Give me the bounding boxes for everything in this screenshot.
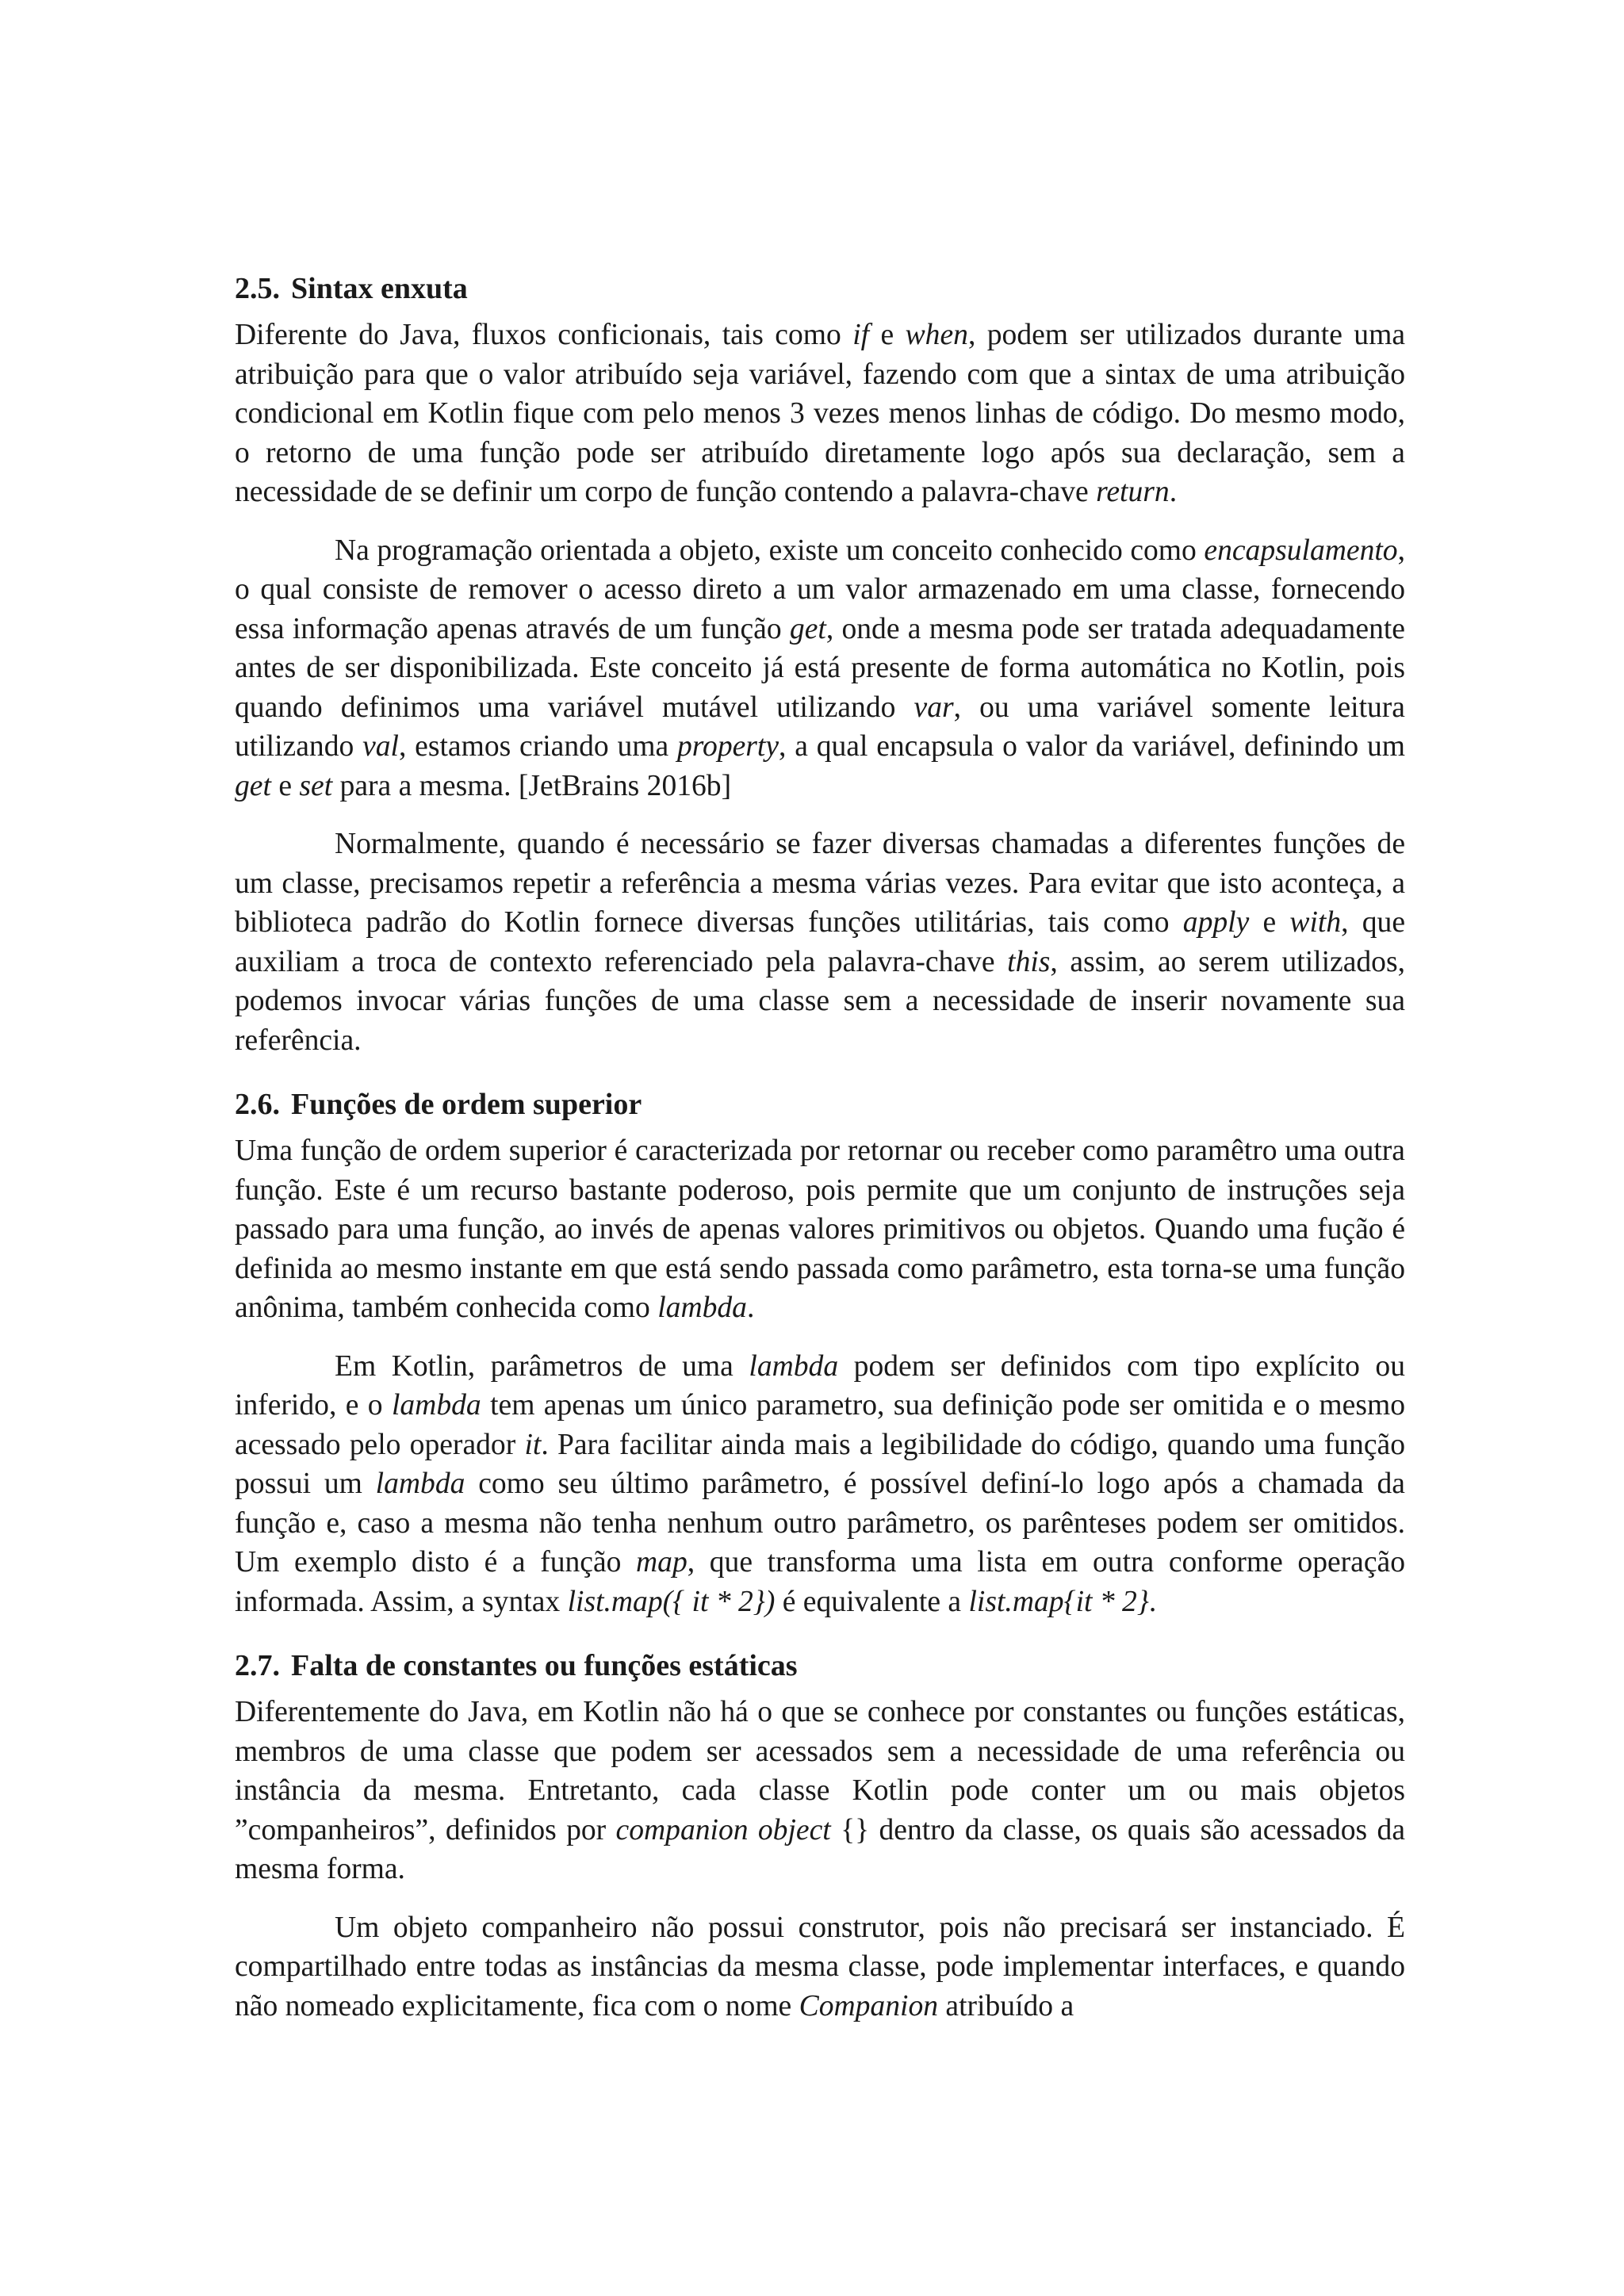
- italic-term: Companion: [799, 1989, 939, 2022]
- section-title: Falta de constantes ou funções estáticas: [291, 1649, 798, 1682]
- paragraph: [235, 1347, 1405, 1622]
- italic-term: set: [299, 769, 333, 802]
- text-run: .: [1148, 1585, 1157, 1618]
- text-run: é equivalente a: [775, 1585, 969, 1618]
- italic-term: list.map({ it * 2}): [567, 1585, 776, 1618]
- text-run: Na programação orientada a objeto, existe um conceito conhecido como: [335, 534, 1205, 567]
- text-run: , ou uma variável somente leitura utilizando: [235, 691, 1405, 763]
- text-run: Diferentemente do Java, em Kotlin não há o que se conhece por constantes ou funções estáticas, membros de uma classe que podem ser acessados sem a necessidade de uma referência ou instância da mesma. Entretanto, cada classe Kotlin pode conter um ou mais objetos ”companheiros”, definidos por: [235, 1696, 1405, 1846]
- text-run: , que auxiliam a troca de contexto referenciado pela palavra-chave: [235, 906, 1406, 978]
- italic-term: var: [914, 691, 954, 724]
- text-run: , que transforma uma lista em outra conforme operação informada. Assim, a syntax: [235, 1546, 1405, 1618]
- text-run: .: [1169, 476, 1178, 508]
- italic-term: get: [235, 769, 271, 802]
- italic-term: map: [636, 1546, 688, 1578]
- section-2-6: [235, 1085, 1405, 1621]
- text-run: podem ser definidos com tipo explícito ou inferido, e o: [235, 1349, 1405, 1422]
- section-2-7: [235, 1647, 1405, 2026]
- paragraph: [235, 1131, 1405, 1328]
- italic-term: property: [677, 730, 779, 763]
- text-run: e: [1249, 906, 1290, 939]
- italic-term: return: [1096, 476, 1170, 508]
- text-run: tem apenas um único parametro, sua definição pode ser omitida e o mesmo acessado pelo operador: [235, 1389, 1405, 1461]
- italic-term: if: [852, 319, 870, 351]
- text-run: .: [746, 1292, 755, 1324]
- italic-term: it: [524, 1428, 542, 1461]
- text-run: Uma função de ordem superior é caracterizada por retornar ou receber como paramêtro uma outra função. Este é um recurso bastante poderoso, pois permite que um conjunto de instruções seja passado para uma função, ao invés de apenas valores primitivos ou objetos. Quando uma fução é definida ao mesmo instante em que está sendo passada como parâmetro, esta torna-se uma função anônima, também conhecida como: [235, 1135, 1405, 1324]
- italic-term: this: [1007, 945, 1051, 978]
- section-2-5: [235, 270, 1405, 1060]
- italic-term: val: [362, 730, 399, 763]
- text-run: , a qual encapsula o valor da variável, definindo um: [779, 730, 1406, 763]
- paragraph: [235, 825, 1405, 1060]
- text-run: , podem ser utilizados durante uma atribuição para que o valor atribuído seja variável, fazendo com que a sintax de uma atribuição condicional em Kotlin fique com pelo menos 3 vezes menos linhas de código. Do mesmo modo, o retorno de uma função pode ser atribuído diretamente logo após sua declaração, sem a necessidade de se definir um corpo de função contendo a palavra-chave: [235, 319, 1405, 508]
- italic-term: lambda: [749, 1349, 839, 1383]
- paragraph: [235, 316, 1405, 512]
- text-run: , onde a mesma pode ser tratada adequadamente antes de ser disponibilizada. Este conceito já está presente de forma automática no Kotlin, pois quando definimos uma variável mutável utilizando: [235, 612, 1405, 724]
- italic-term: encapsulamento: [1204, 534, 1398, 567]
- paragraph: [235, 1908, 1405, 2026]
- paper-page: [235, 270, 1405, 2051]
- italic-term: with: [1289, 906, 1342, 939]
- italic-term: companion object: [615, 1813, 831, 1846]
- section-number: 2.7.: [235, 1649, 280, 1682]
- section-number: 2.5.: [235, 272, 280, 305]
- section-number: 2.6.: [235, 1088, 280, 1121]
- italic-term: when: [905, 319, 968, 351]
- section-title: Funções de ordem superior: [291, 1088, 642, 1121]
- text-run: Um objeto companheiro não possui construtor, pois não precisará ser instanciado. É compartilhado entre todas as instâncias da mesma classe, pode implementar interfaces, e quando não nomeado explicitamente, fica com o nome: [235, 1911, 1405, 2022]
- text-run: como seu último parâmetro, é possível definí-lo logo após a chamada da função e, caso a mesma não tenha nenhum outro parâmetro, os parênteses podem ser omitidos. Um exemplo disto é a função: [235, 1468, 1405, 1578]
- text-run: Normalmente, quando é necessário se fazer diversas chamadas a diferentes funções de um classe, precisamos repetir a referência a mesma várias vezes. Para evitar que isto aconteça, a biblioteca padrão do Kotlin fornece diversas funções utilitárias, tais como: [235, 828, 1405, 939]
- text-run: , estamos criando uma: [399, 730, 678, 763]
- italic-term: get: [789, 612, 826, 645]
- italic-term: apply: [1182, 906, 1250, 939]
- italic-term: lambda: [657, 1292, 747, 1324]
- text-run: e: [270, 769, 300, 802]
- text-run: para a mesma. [JetBrains 2016b]: [332, 769, 732, 802]
- section-title: Sintax enxuta: [291, 272, 468, 305]
- paragraph: [235, 1693, 1405, 1889]
- italic-term: lambda: [391, 1389, 481, 1422]
- text-run: , o qual consiste de remover o acesso direto a um valor armazenado em uma classe, fornecendo essa informação apenas através de um função: [235, 534, 1405, 645]
- italic-term: list.map{it * 2}: [968, 1585, 1149, 1618]
- text-run: e: [869, 319, 906, 351]
- section-heading: [235, 1647, 1405, 1685]
- section-heading: [235, 270, 1405, 308]
- text-run: {} dentro da classe, os quais são acessados da mesma forma.: [235, 1813, 1406, 1885]
- italic-term: lambda: [375, 1468, 465, 1500]
- section-heading: [235, 1085, 1405, 1123]
- text-run: . Para facilitar ainda mais a legibilidade do código, quando uma função possui um: [235, 1428, 1405, 1500]
- paragraph: [235, 531, 1405, 806]
- text-run: Em Kotlin, parâmetros de uma: [335, 1349, 749, 1383]
- text-run: , assim, ao serem utilizados, podemos invocar várias funções de uma classe sem a necessidade de inserir novamente sua referência.: [235, 945, 1405, 1057]
- text-run: Diferente do Java, fluxos conficionais, tais como: [235, 319, 853, 351]
- text-run: atribuído a: [938, 1989, 1074, 2022]
